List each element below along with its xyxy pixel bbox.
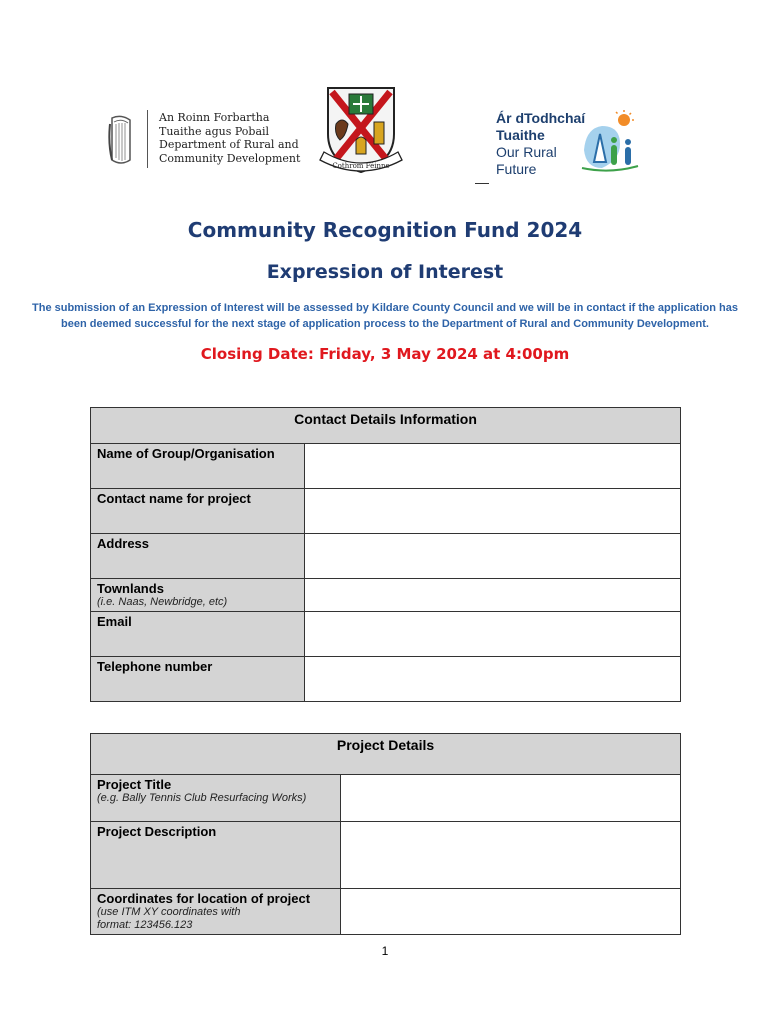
page-subtitle: Expression of Interest xyxy=(266,261,504,283)
field-label: Townlands (i.e. Naas, Newbridge, etc) xyxy=(91,579,305,612)
contact-details-table xyxy=(90,407,681,702)
rural-line: Future xyxy=(496,161,537,177)
field-label: Project Title (e.g. Bally Tennis Club Resurfacing Works) xyxy=(91,775,341,822)
rural-line: Ár dTodhchaí xyxy=(496,110,586,126)
field-label: Email xyxy=(91,612,305,657)
intro-paragraph: The submission of an Expression of Interest will be assessed by Kildare County Council and we will be in contact if the application has been deemed successful for the next stage of application process to the Department of Rural and Community Development. xyxy=(32,302,738,330)
dept-line: Department of Rural and xyxy=(159,138,299,151)
table-heading: Project Details xyxy=(91,734,681,775)
project-coordinates-field[interactable] xyxy=(341,889,681,935)
contact-name-field[interactable] xyxy=(305,489,681,534)
field-label: Name of Group/Organisation xyxy=(91,444,305,489)
address-field[interactable] xyxy=(305,534,681,579)
rural-line: Tuaithe xyxy=(496,127,545,143)
project-details-table xyxy=(90,733,681,935)
our-rural-future-text xyxy=(496,110,585,178)
logo-divider xyxy=(147,110,148,168)
department-logo-text xyxy=(159,111,300,165)
kildare-crest-icon xyxy=(318,84,404,182)
field-hint: (i.e. Naas, Newbridge, etc) xyxy=(97,596,228,608)
group-name-field[interactable] xyxy=(305,444,681,489)
closing-date: Closing Date: Friday, 3 May 2024 at 4:00pm xyxy=(200,345,570,363)
dept-line: Community Development xyxy=(159,151,301,165)
field-label: Coordinates for location of project (use ITM XY coordinates with format: 123456.123 xyxy=(91,889,341,935)
harp-icon xyxy=(106,114,136,166)
field-label: Address xyxy=(91,534,305,579)
townlands-field[interactable] xyxy=(305,579,681,612)
field-label: Contact name for project xyxy=(91,489,305,534)
rural-line: Our Rural xyxy=(496,144,557,160)
table-heading: Contact Details Information xyxy=(91,408,681,444)
our-rural-future-logo-icon xyxy=(580,110,640,176)
field-label: Telephone number xyxy=(91,657,305,702)
email-field[interactable] xyxy=(305,612,681,657)
field-hint: (use ITM XY coordinates with format: 123456.123 xyxy=(97,906,241,931)
dept-line: An Roinn Forbartha xyxy=(159,111,270,124)
project-description-field[interactable] xyxy=(341,822,681,889)
divider xyxy=(475,183,489,184)
project-title-field[interactable] xyxy=(341,775,681,822)
telephone-field[interactable] xyxy=(305,657,681,702)
crest-motto: Cothrom Féinne xyxy=(332,162,390,170)
field-label: Project Description xyxy=(91,822,341,889)
dept-line: Tuaithe agus Pobail xyxy=(159,124,270,138)
field-hint: (e.g. Bally Tennis Club Resurfacing Works) xyxy=(97,792,307,804)
page-title: Community Recognition Fund 2024 xyxy=(187,218,583,242)
page-number: 1 xyxy=(381,944,389,958)
